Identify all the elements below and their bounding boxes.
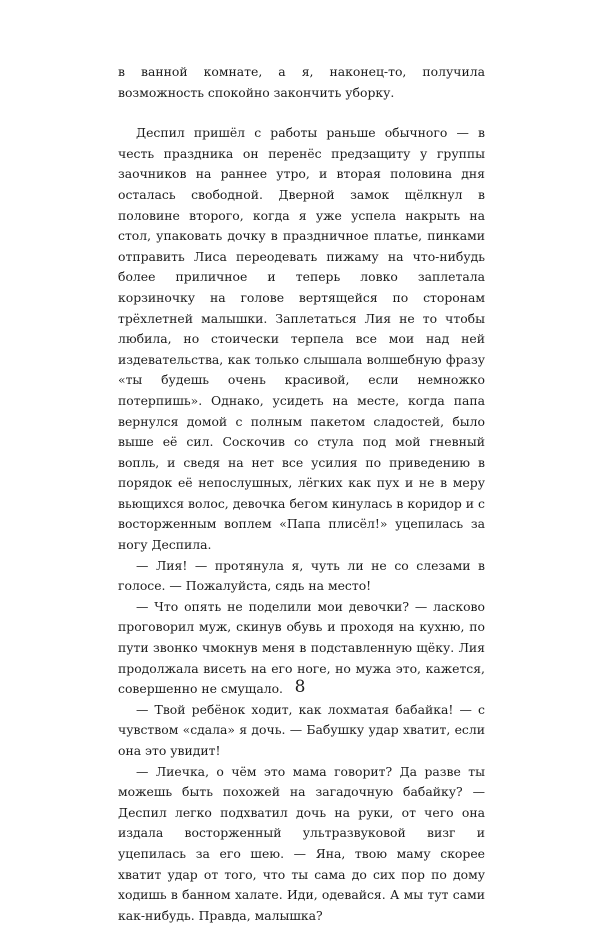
paragraph-continuation: в ванной комнате, а я, наконец-то, получила возможность спокойно закончить уборку. bbox=[118, 64, 485, 100]
section-break bbox=[118, 103, 485, 123]
paragraph: — Твой ребёнок ходит, как лохматая бабайка! — с чувством «сдала» я дочь. — Бабушку удар хватит, если она это увидит! bbox=[118, 701, 485, 758]
page-number: 8 bbox=[294, 677, 306, 697]
book-page-text bbox=[118, 62, 485, 926]
paragraph: Деспил пришёл с работы раньше обычного — в честь праздника он перенёс предзащиту у группы заочников на раннее утро, и вторая половина дня осталась свободной. Дверной замок щёлкнул в половине второго, когда я уже успела накрыть на стол, упаковать дочку в праздничное платье, пинками отправить Лиса переодевать пижаму на что-нибудь более приличное и теперь ловко заплетала корзиночку на голове вертящейся по сторонам трёхлетней малышки. Заплетаться Лия не то чтобы любила, но стоически терпела все мои над ней издевательства, как только слышала волшебную фразу «ты будешь очень красивой, если немножко потерпишь». Однако, усидеть на месте, когда папа вернулся домой с полным пакетом сладостей, было выше её сил. Соскочив со стула под мой гневный вопль, и сведя на нет все усилия по приведению в порядок её непослушных, лёгких как пух и не в меру вьющихся волос, девочка бегом кинулась в коридор и с восторженным воплем «Папа плисёл!» уцепилась за ногу Деспила. bbox=[118, 125, 485, 553]
paragraph: — Лия! — протянула я, чуть ли не со слезами в голосе. — Пожалуйста, сядь на место! bbox=[118, 557, 485, 594]
paragraph: — Что опять не поделили мои девочки? — ласково проговорил муж, скинув обувь и проходя на кухню, по пути звонко чмокнув меня в подставленную щёку. Лия продолжала висеть на его ноге, но мужа это, кажется, совершенно не смущало. bbox=[118, 598, 485, 697]
paragraph: — Лиечка, о чём это мама говорит? Да разве ты можешь быть похожей на загадочную бабайку? — Деспил легко подхватил дочь на руки, от чего она издала восторженный ультразвуковой визг и уцепилась за его шею. — Яна, твою маму скорее хватит удар от того, что ты сама до сих пор по дому ходишь в банном халате. Иди, одевайся. А мы тут сами как-нибудь. Правда, малышка? bbox=[118, 763, 485, 923]
